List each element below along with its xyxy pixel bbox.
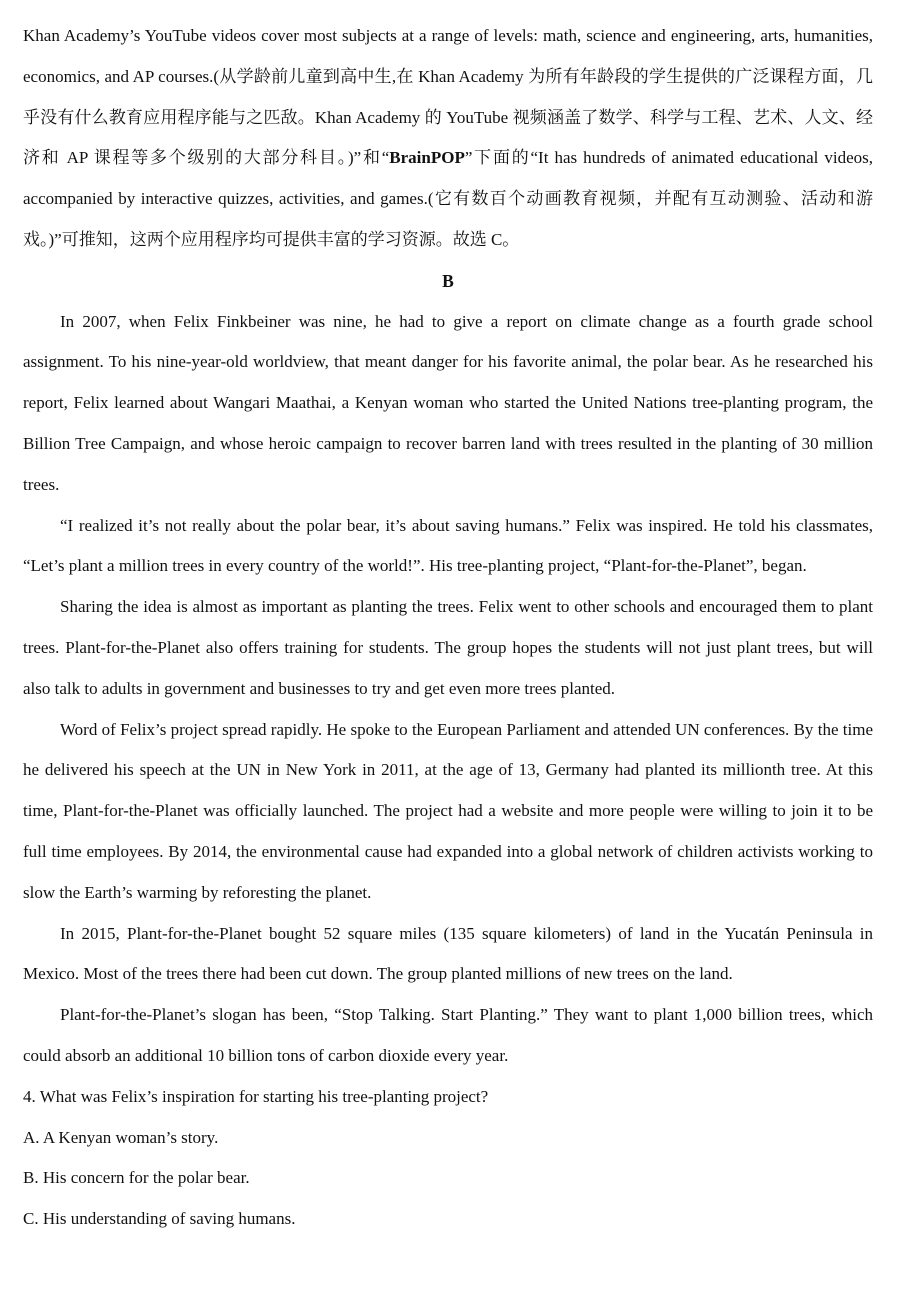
passage-paragraph-6: Plant-for-the-Planet’s slogan has been, “Stop Talking. Start Planting.” They want to plant 1,000 billion trees, which could absorb an additional 10 billion tons of carbon dioxide every year. [23,1005,873,1065]
passage-paragraph-5: In 2015, Plant-for-the-Planet bought 52 square miles (135 square kilometers) of land in the Yucatán Peninsula in Mexico. Most of the trees there had been cut down. The group planted millions of new trees on the land. [23,923,873,984]
app-name-brainpop: BrainPOP [389,148,465,168]
answer-explanation-paragraph [23,16,873,261]
option-c: C. His understanding of saving humans. [23,1209,296,1229]
passage-paragraph-2: “I realized it’s not really about the polar bear, it’s about saving humans.” Felix was inspired. He told his classmates, “Let’s plant a million trees in every country of the world!”. His tree-planting project, “Plant-for-the-Planet”, began. [23,515,873,576]
document-page [23,16,873,1240]
option-b: B. His concern for the polar bear. [23,1168,250,1188]
section-heading: B [442,270,454,291]
option-a: A. A Kenyan woman’s story. [23,1127,219,1147]
passage-paragraph-1: In 2007, when Felix Finkbeiner was nine, he had to give a report on climate change as a fourth grade school assignment. To his nine-year-old worldview, that meant danger for his favorite animal, the polar bear. As he researched his report, Felix learned about Wangari Maathai, a Kenyan woman who started the United Nations tree-planting program, the Billion Tree Campaign, and whose heroic campaign to recover barren land with trees resulted in the planting of 30 million trees. [23,311,873,494]
passage-paragraph-3: Sharing the idea is almost as important as planting the trees. Felix went to other schools and encouraged them to plant trees. Plant-for-the-Planet also offers training for students. The group hopes the students will not just plant trees, but will also talk to adults in government and businesses to try and get even more trees planted. [23,597,873,698]
passage-paragraph-4: Word of Felix’s project spread rapidly. He spoke to the European Parliament and attended UN conferences. By the time he delivered his speech at the UN in New York in 2011, at the age of 13, Germany had planted its millionth tree. At this time, Plant-for-the-Planet was officially launched. The project had a website and more people were willing to join it to be full time employees. By 2014, the environmental cause had expanded into a global network of children activists working to slow the Earth’s warming by reforesting the planet. [23,719,873,902]
explanation-text-part2: ”下面的“It has hundreds of animated educational videos, accompanied by interactive quizzes, activities, and games.(它有数百个动画教育视频，并配有互动测验、活动和游戏。)”可推知，这两个应用程序均可提供丰富的学习资源。故选 C。 [23,148,873,249]
explanation-text-part1: Khan Academy’s YouTube videos cover most subjects at a range of levels: math, science and engineering, arts, humanities, economics, and AP courses.(从学龄前儿童到高中生,在 Khan Academy 为所有年龄段的学生提供的广泛课程方面，几乎没有什么教育应用程序能与之匹敌。Khan Academy 的 YouTube 视频涵盖了数学、科学与工程、艺术、人文、经济和 AP 课程等多个级别的大部分科目。)”和“ [23,26,873,168]
question-stem: 4. What was Felix’s inspiration for starting his tree-planting project? [23,1086,489,1106]
